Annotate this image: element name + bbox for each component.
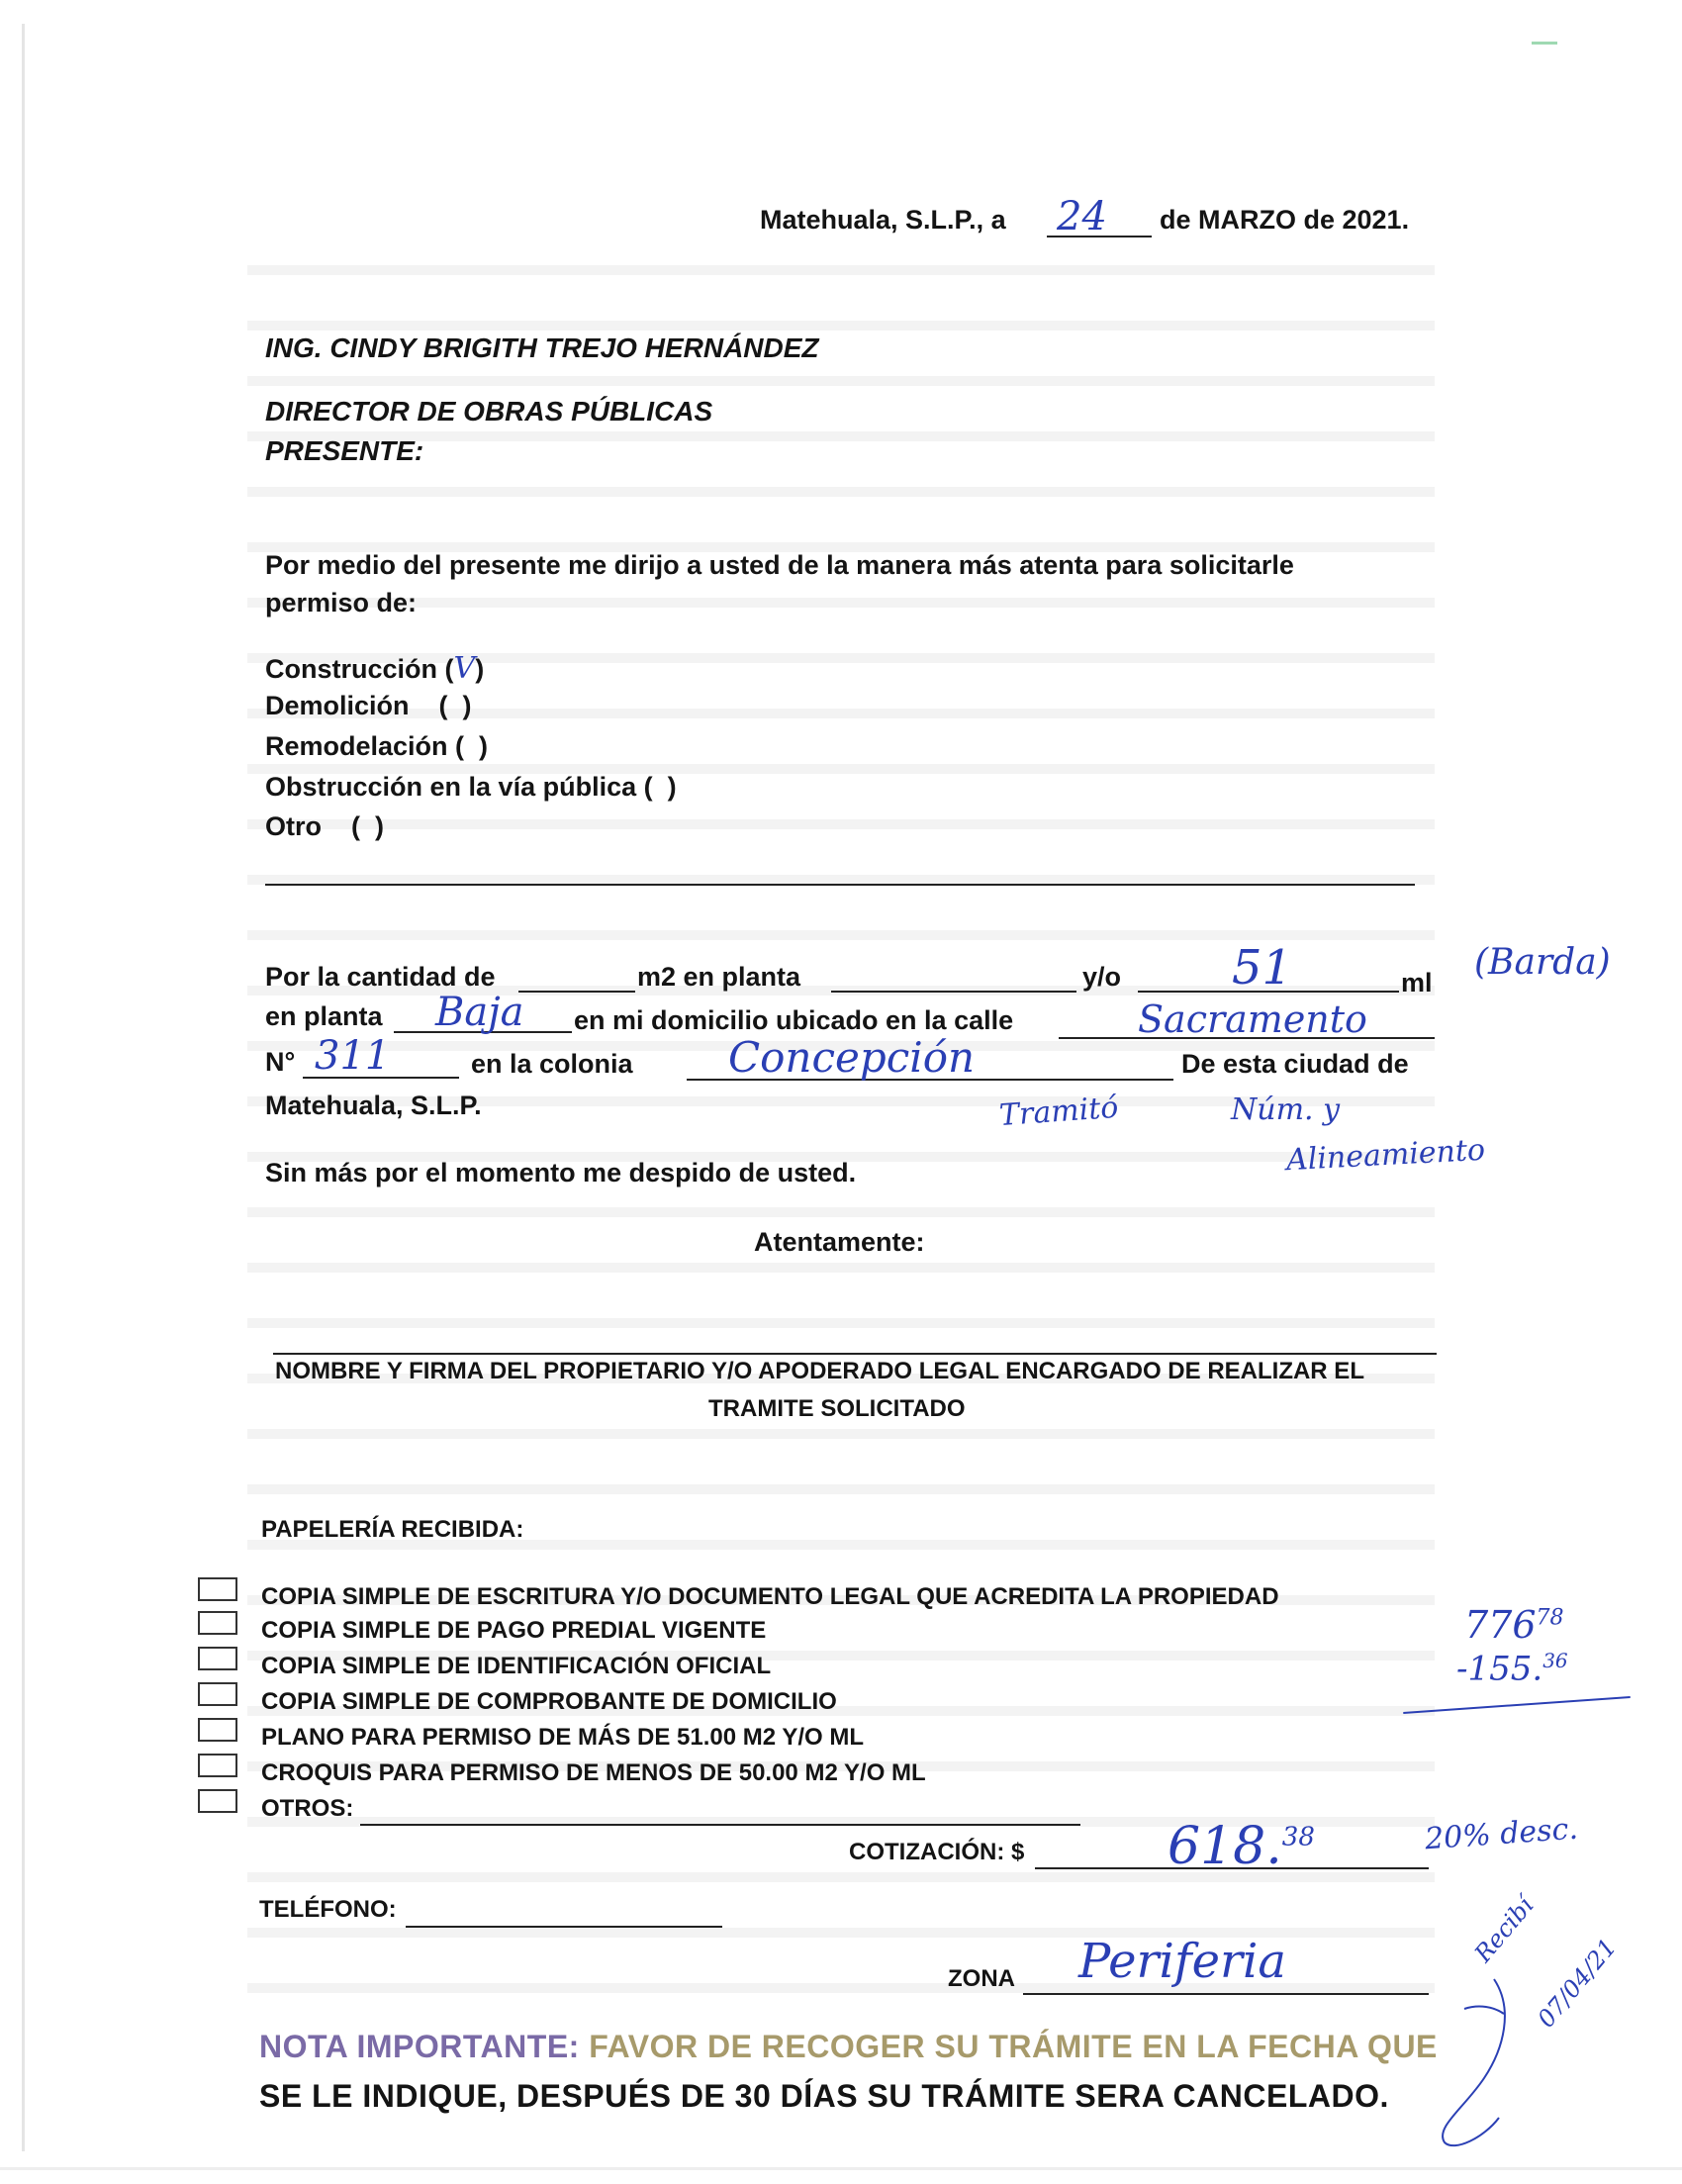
received-date: 07/04/21 xyxy=(1532,1933,1623,2034)
zona-value: Periferia xyxy=(1078,1934,1286,1989)
cotizacion-cents: 38 xyxy=(1281,1822,1315,1852)
qty-label-colonia: en la colonia xyxy=(471,1049,633,1079)
planta-value: Baja xyxy=(435,990,524,1035)
colonia-value: Concepción xyxy=(728,1033,976,1082)
permit-demolicion: Demolición ( ) xyxy=(265,691,472,720)
calc-2-value: -155. xyxy=(1456,1649,1543,1689)
qty-label-c: y/o xyxy=(1082,962,1122,992)
qty-label-matehuala: Matehuala, S.L.P. xyxy=(265,1091,482,1120)
scanner-mark xyxy=(1532,42,1557,45)
calc-underline xyxy=(1403,1696,1631,1714)
permit-otro: Otro ( ) xyxy=(265,811,384,841)
permit-construccion xyxy=(265,651,484,686)
permit-construccion-label: Construcción ( xyxy=(265,654,454,684)
nota-text-1: FAVOR DE RECOGER SU TRÁMITE EN LA FECHA QUE xyxy=(589,2029,1438,2064)
calc-2-cents: 36 xyxy=(1542,1649,1568,1672)
barda-note: (Barda) xyxy=(1474,942,1611,983)
nota-line-2: SE LE INDIQUE, DESPUÉS DE 30 DÍAS SU TRÁMITE SERA CANCELADO. xyxy=(259,2078,1389,2114)
qty-planta-line xyxy=(831,991,1076,993)
date-suffix: de MARZO de 2021. xyxy=(1160,205,1410,235)
checkbox-escritura[interactable] xyxy=(198,1577,237,1601)
qty-label-ciudad: De esta ciudad de xyxy=(1181,1049,1409,1079)
calc-1 xyxy=(1464,1603,1564,1647)
paperwork-item-croquis: CROQUIS PARA PERMISO DE MENOS DE 50.00 M2 Y/O ML xyxy=(261,1759,926,1786)
checkbox-predial[interactable] xyxy=(198,1611,237,1635)
checkbox-otros[interactable] xyxy=(198,1789,237,1813)
qty-m2-line xyxy=(518,991,635,993)
discount-note: 20% desc. xyxy=(1423,1811,1579,1857)
paperwork-item-escritura: COPIA SIMPLE DE ESCRITURA Y/O DOCUMENTO LEGAL QUE ACREDITA LA PROPIEDAD xyxy=(261,1583,1279,1610)
qty-ml-value: 51 xyxy=(1232,940,1293,996)
checkbox-plano[interactable] xyxy=(198,1718,237,1742)
paperwork-heading: PAPELERÍA RECIBIDA: xyxy=(261,1516,524,1543)
calc-1-cents: 78 xyxy=(1536,1605,1564,1631)
paperwork-item-domicilio: COPIA SIMPLE DE COMPROBANTE DE DOMICILIO xyxy=(261,1688,837,1715)
permit-construccion-close: ) xyxy=(475,654,485,684)
paperwork-item-otros: OTROS: xyxy=(261,1795,354,1822)
calle-value: Sacramento xyxy=(1138,997,1367,1041)
intro-line-1: Por medio del presente me dirijo a usted de la manera más atenta para solicitarle xyxy=(265,550,1294,580)
qty-label-domicilio: en mi domicilio ubicado en la calle xyxy=(574,1005,1014,1035)
otros-line xyxy=(360,1824,1080,1826)
qty-label-a: Por la cantidad de xyxy=(265,962,496,992)
qty-label-planta: en planta xyxy=(265,1001,383,1031)
received-signature-icon xyxy=(1425,1969,1553,2157)
recipient-title: DIRECTOR DE OBRAS PÚBLICAS xyxy=(265,396,713,427)
qty-label-b: m2 en planta xyxy=(637,962,801,992)
checkbox-domicilio[interactable] xyxy=(198,1682,237,1706)
cotizacion-value xyxy=(1168,1817,1315,1876)
nota-line-1 xyxy=(259,2029,1438,2065)
note-tramito: Tramitó xyxy=(997,1090,1120,1134)
scan-edge-bottom xyxy=(0,2167,1682,2170)
zona-label: ZONA xyxy=(948,1965,1015,1992)
farewell: Sin más por el momento me despido de usted. xyxy=(265,1158,857,1187)
signature-line xyxy=(273,1353,1437,1355)
zona-line xyxy=(1023,1993,1429,1995)
paperwork-item-identificacion: COPIA SIMPLE DE IDENTIFICACIÓN OFICIAL xyxy=(261,1653,772,1679)
day-value: 24 xyxy=(1057,194,1107,239)
cotizacion-label: COTIZACIÓN: $ xyxy=(849,1839,1025,1865)
signature-caption-1: NOMBRE Y FIRMA DEL PROPIETARIO Y/O APODERADO LEGAL ENCARGADO DE REALIZAR EL xyxy=(275,1358,1364,1384)
paperwork-item-plano: PLANO PARA PERMISO DE MÁS DE 51.00 M2 Y/O ML xyxy=(261,1724,864,1751)
intro-line-2: permiso de: xyxy=(265,588,418,617)
permit-construccion-mark: V xyxy=(453,651,476,686)
cotizacion-amount: 618. xyxy=(1168,1817,1282,1876)
nota-label: NOTA IMPORTANTE: xyxy=(259,2029,580,2064)
signature-caption-2: TRAMITE SOLICITADO xyxy=(708,1395,966,1422)
recipient-presente: PRESENTE: xyxy=(265,435,424,466)
permit-remodelacion: Remodelación ( ) xyxy=(265,731,489,761)
recipient-name: ING. CINDY BRIGITH TREJO HERNÁNDEZ xyxy=(265,332,819,363)
telefono-line xyxy=(406,1926,722,1928)
calc-2 xyxy=(1456,1649,1568,1688)
qty-label-numero: N° xyxy=(265,1047,296,1077)
place-label: Matehuala, S.L.P., a xyxy=(760,205,1006,235)
note-num: Núm. y xyxy=(1231,1092,1341,1127)
paperwork-item-predial: COPIA SIMPLE DE PAGO PREDIAL VIGENTE xyxy=(261,1617,767,1644)
atentamente: Atentamente: xyxy=(754,1227,925,1257)
permit-obstruccion: Obstrucción en la vía pública ( ) xyxy=(265,772,677,802)
checkbox-croquis[interactable] xyxy=(198,1754,237,1777)
checkbox-identificacion[interactable] xyxy=(198,1647,237,1670)
numero-value: 311 xyxy=(315,1033,391,1079)
qty-label-ml: ml xyxy=(1401,968,1433,997)
telefono-label: TELÉFONO: xyxy=(259,1896,397,1923)
received-initials: Recibí xyxy=(1468,1891,1540,1968)
otro-line xyxy=(265,884,1415,886)
note-alineamiento: Alineamiento xyxy=(1285,1132,1486,1179)
calc-1-value: 776 xyxy=(1464,1603,1537,1647)
scan-edge xyxy=(22,24,25,2151)
